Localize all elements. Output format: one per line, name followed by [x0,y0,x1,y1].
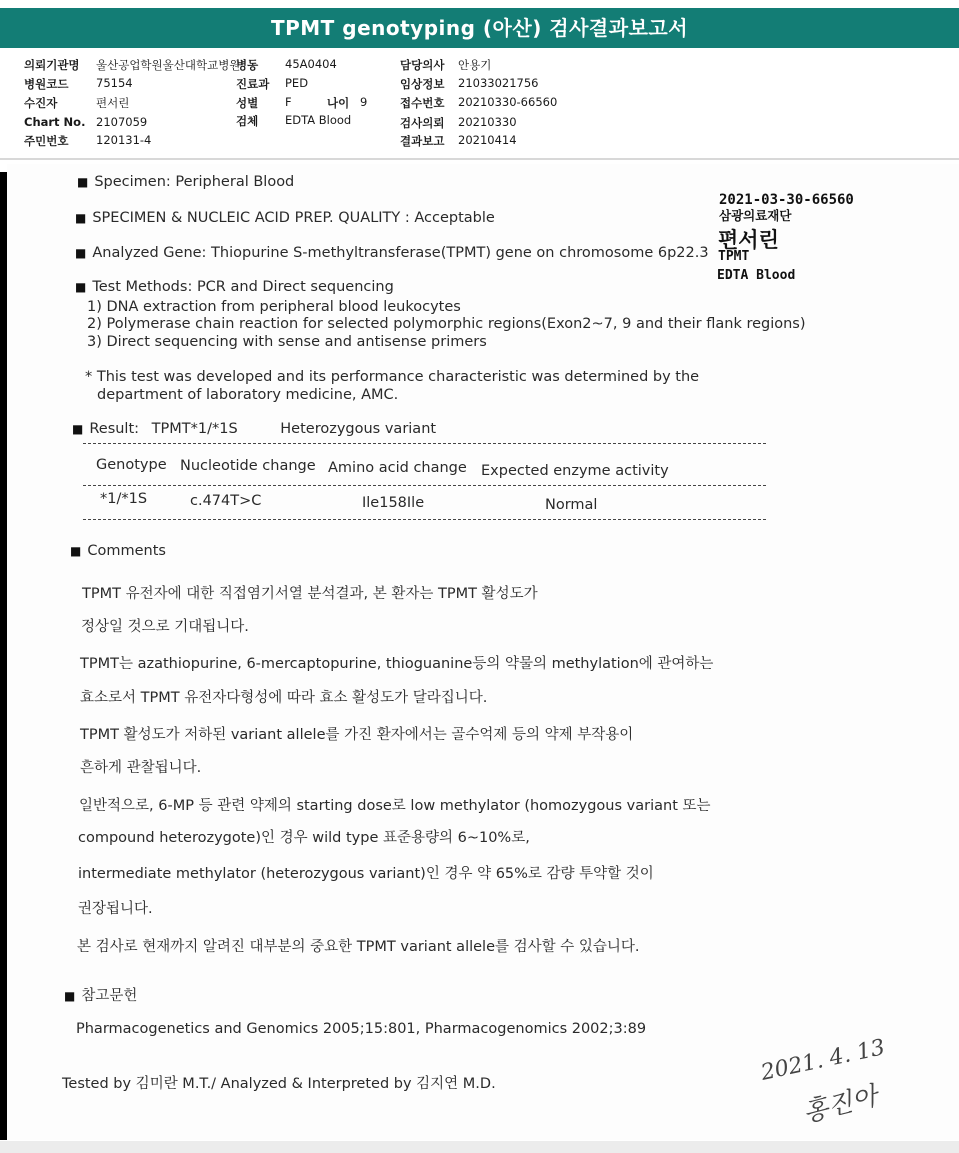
comment-line-3: TPMT는 azathiopurine, 6-mercaptopurine, thioguanine등의 약물의 methylation에 관여하는 [80,656,714,672]
cell-nucleotide: c.474T>C [190,493,262,509]
sticker-lab-name: 삼광의료재단 [719,208,792,223]
ward-value: 45A0404 [285,57,337,71]
comment-line-1: TPMT 유전자에 대한 직접염기서열 분석결과, 본 환자는 TPMT 활성도가 [82,586,538,602]
report-title: TPMT genotyping (아산) 검사결과보고서 [270,16,689,40]
clinical-info-label: 임상정보 [400,77,445,91]
accession-value: 20210330-66560 [458,95,558,109]
dept-label: 진료과 [236,77,270,91]
chart-label: Chart No. [24,115,86,129]
methods-title: ■ Test Methods: PCR and Direct sequencing [75,279,394,295]
note-line-1: * This test was developed and its performance characteristic was determined by the [85,369,700,385]
cell-genotype: *1/*1S [100,491,148,507]
header-enzyme-activity: Expected enzyme activity [481,463,669,479]
comment-line-6: 흔하게 관찰됩니다. [80,760,202,776]
id-label: 주민번호 [24,134,69,148]
institution-value: 울산공업학원울산대학교병원 [96,58,241,72]
note-line-2: department of laboratory medicine, AMC. [97,387,399,403]
patient-header [0,54,959,154]
report-date-value: 20210414 [458,133,517,147]
accession-label: 접수번호 [400,96,445,110]
specimen-label: 검체 [236,114,259,128]
cell-amino-acid: Ile158Ile [362,495,425,511]
comment-line-2: 정상일 것으로 기대됩니다. [81,619,249,635]
comment-line-11: 본 검사로 현재까지 알려진 대부분의 중요한 TPMT variant allele를 검사할 수 있습니다. [77,939,640,955]
chart-value: 2107059 [96,115,148,129]
age-value: 9 [360,95,368,109]
comment-line-10: 권장됩니다. [78,901,153,917]
comment-line-5: TPMT 활성도가 저하된 variant allele를 가진 환자에서는 골수억제 등의 약제 부작용이 [80,727,634,743]
result-genotype: TPMT*1/*1S [151,421,238,437]
table-bottom-rule [83,519,766,520]
age-label: 나이 [327,96,350,110]
sex-label: 성별 [236,96,259,110]
bottom-strip [0,1141,959,1153]
sex-value: F [285,95,292,109]
comment-line-4: 효소로서 TPMT 유전자다형성에 따라 효소 활성도가 달라집니다. [80,690,488,706]
sticker-test: TPMT [718,249,750,264]
header-divider [0,158,959,160]
comment-line-8: compound heterozygote)인 경우 wild type 표준용량의 6~10%로, [78,830,530,846]
clinical-info-value: 21033021756 [458,76,539,90]
patient-value: 편서린 [96,96,130,110]
method-3: 3) Direct sequencing with sense and antisense primers [87,334,487,350]
signoff-line: Tested by 김미란 M.T./ Analyzed & Interpreted by 김지연 M.D. [62,1076,496,1092]
table-header-rule [83,485,766,486]
id-value: 120131-4 [96,133,152,147]
request-date-label: 검사의뢰 [400,116,445,130]
quality-line: ■ SPECIMEN & NUCLEIC ACID PREP. QUALITY : Acceptable [75,210,495,226]
sticker-specimen: EDTA Blood [717,268,796,283]
result-interpretation: Heterozygous variant [280,421,437,437]
comment-line-9: intermediate methylator (heterozygous variant)인 경우 약 65%로 감량 투약할 것이 [78,866,654,882]
gene-line: ■ Analyzed Gene: Thiopurine S-methyltransferase(TPMT) gene on chromosome 6p22.3 [75,245,709,261]
comments-title: ■ Comments [70,543,166,559]
method-2: 2) Polymerase chain reaction for selected polymorphic regions(Exon2~7, 9 and their flank regions) [87,316,806,332]
handwritten-signature: 홍진아 [800,1081,881,1129]
specimen-value: EDTA Blood [285,113,352,127]
institution-label: 의뢰기관명 [24,58,80,72]
ward-label: 병동 [236,58,259,72]
header-amino-acid: Amino acid change [328,460,467,476]
handwritten-date: 2021. 4. 13 [758,1035,888,1086]
report-date-label: 결과보고 [400,134,445,148]
result-label: Result: [89,421,140,437]
references-text: Pharmacogenetics and Genomics 2005;15:801, Pharmacogenomics 2002;3:89 [76,1021,647,1037]
report-title-bar [0,8,959,48]
specimen-line: ■ Specimen: Peripheral Blood [77,174,295,190]
cell-enzyme-activity: Normal [545,497,598,513]
comment-line-7: 일반적으로, 6-MP 등 관련 약제의 starting dose로 low methylator (homozygous variant 또는 [79,798,711,814]
doctor-label: 담당의사 [400,58,445,72]
request-date-value: 20210330 [458,115,517,129]
header-genotype: Genotype [96,457,167,473]
references-title: ■ 참고문헌 [64,988,138,1004]
hospital-code-label: 병원코드 [24,77,69,91]
scan-left-edge [0,172,7,1140]
hospital-code-value: 75154 [96,76,133,90]
doctor-value: 안용기 [458,58,492,72]
result-line: ■ Result: TPMT*1/*1S Heterozygous variant [72,421,437,437]
method-1: 1) DNA extraction from peripheral blood leukocytes [87,299,461,315]
dept-value: PED [285,76,309,90]
sticker-patient: 편서린 [718,228,779,252]
patient-label: 수진자 [24,96,58,110]
header-nucleotide: Nucleotide change [180,458,316,474]
table-top-rule [83,443,766,444]
sticker-accession: 2021-03-30-66560 [719,192,854,208]
